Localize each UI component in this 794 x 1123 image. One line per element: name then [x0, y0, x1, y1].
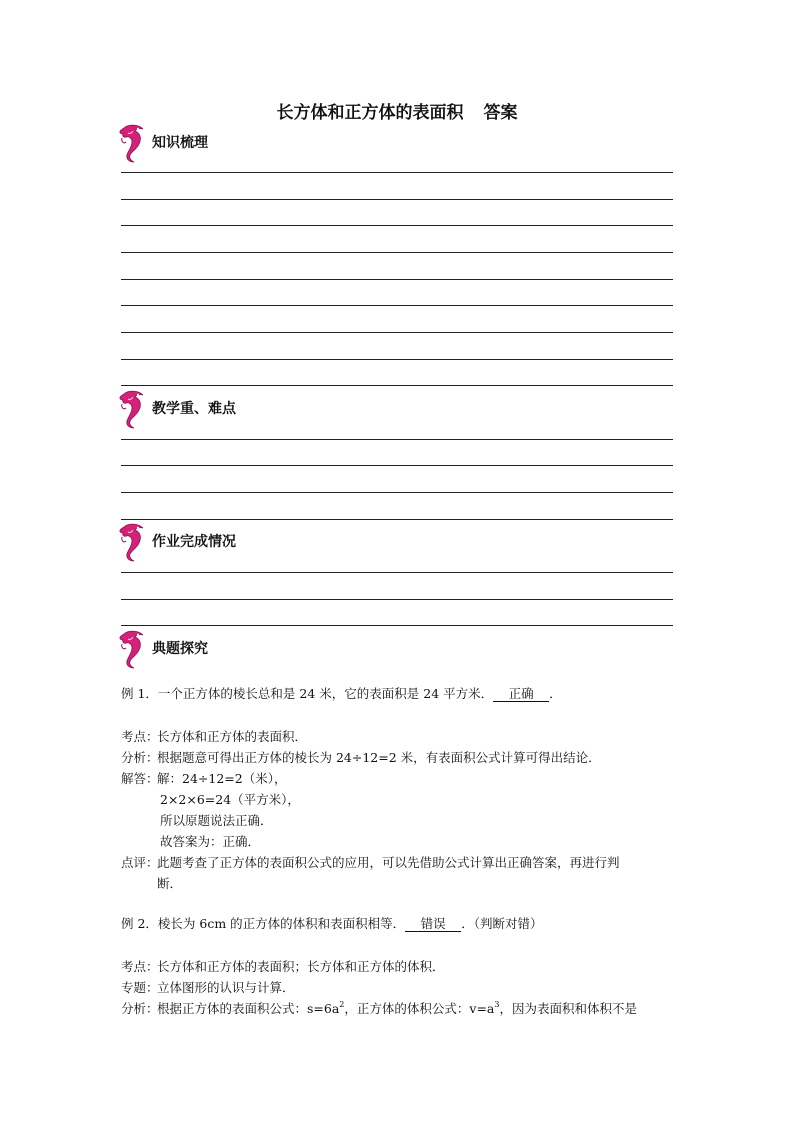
example2-question-end: ．（判断对错）: [461, 916, 543, 931]
example1-question-text: 例 1．一个正方体的棱长总和是 24 米，它的表面积是 24 平方米．: [121, 686, 494, 701]
section-knowledge-title: 知识梳理: [152, 135, 208, 151]
kaodian-label: 考点：: [121, 959, 159, 974]
example2-answer-blank: 错误: [405, 917, 461, 932]
exponent: 3: [494, 1000, 500, 1009]
fenxi-text: ，因为表面积和体积不是: [499, 1001, 637, 1016]
jieda-label: 解答：: [121, 771, 159, 786]
dolphin-icon: [118, 630, 146, 670]
writing-line: [121, 332, 673, 333]
writing-line: [121, 252, 673, 253]
example1-fenxi: [121, 751, 601, 765]
example1-answer-blank: 正确: [493, 687, 549, 702]
exponent: 2: [339, 1000, 345, 1009]
jieda-line: 解：24÷12=2（米），: [157, 771, 287, 786]
section-homework-title: 作业完成情况: [152, 534, 236, 550]
example2-question-text: 例 2．棱长为 6cm 的正方体的体积和表面积相等．: [121, 916, 406, 931]
kaodian-text: 长方体和正方体的表面积；长方体和正方体的体积．: [157, 959, 445, 974]
dolphin-icon: [118, 523, 146, 563]
fenxi-text: ，正方体的体积公式：v=a: [344, 1001, 495, 1016]
writing-line: [121, 279, 673, 280]
example1-dianping: [121, 856, 620, 870]
dianping-text: 此题考查了正方体的表面积公式的应用，可以先借助公式计算出正确答案，再进行判: [157, 855, 620, 870]
fenxi-label: 分析：: [121, 1001, 159, 1016]
example2-kaodian: [121, 960, 445, 974]
jieda-line: 所以原题说法正确．: [160, 813, 273, 828]
fenxi-text: 根据正方体的表面积公式：s=6a: [157, 1001, 340, 1016]
writing-line: [121, 492, 673, 493]
example2-zhuanti: [121, 981, 295, 995]
zhuanti-text: 立体图形的认识与计算．: [157, 980, 295, 995]
writing-line: [121, 519, 673, 520]
dianping-label: 点评：: [121, 855, 159, 870]
example1-question: [121, 687, 562, 702]
example1-kaodian: [121, 730, 307, 744]
zhuanti-label: 专题：: [121, 980, 159, 995]
writing-line: [121, 465, 673, 466]
title-main: 长方体和正方体的表面积: [276, 103, 464, 123]
writing-line: [121, 199, 673, 200]
section-examples-title: 典题探究: [152, 641, 208, 657]
jieda-line: 故答案为：正确．: [160, 834, 261, 849]
title-suffix: 答案: [483, 103, 518, 123]
kaodian-text: 长方体和正方体的表面积．: [157, 729, 308, 744]
writing-line: [121, 572, 673, 573]
dolphin-icon: [118, 124, 146, 164]
writing-line: [121, 225, 673, 226]
page-title: [0, 98, 794, 123]
writing-line: [121, 625, 673, 626]
example1-question-end: ．: [549, 686, 562, 701]
writing-line: [121, 305, 673, 306]
jieda-line: 2×2×6=24（平方米），: [160, 792, 300, 807]
example2-question: [121, 917, 542, 932]
writing-line: [121, 439, 673, 440]
writing-line: [121, 385, 673, 386]
dolphin-icon: [118, 390, 146, 430]
dianping-text-cont: 断．: [157, 876, 183, 891]
writing-line: [121, 599, 673, 600]
kaodian-label: 考点：: [121, 729, 159, 744]
fenxi-label: 分析：: [121, 750, 159, 765]
section-key-points-title: 教学重、难点: [152, 401, 236, 417]
writing-line: [121, 172, 673, 173]
example1-jieda: [121, 772, 286, 786]
example2-fenxi: [121, 1002, 637, 1016]
fenxi-text: 根据题意可得出正方体的棱长为 24÷12=2 米，有表面积公式计算可得出结论．: [157, 750, 601, 765]
writing-line: [121, 359, 673, 360]
